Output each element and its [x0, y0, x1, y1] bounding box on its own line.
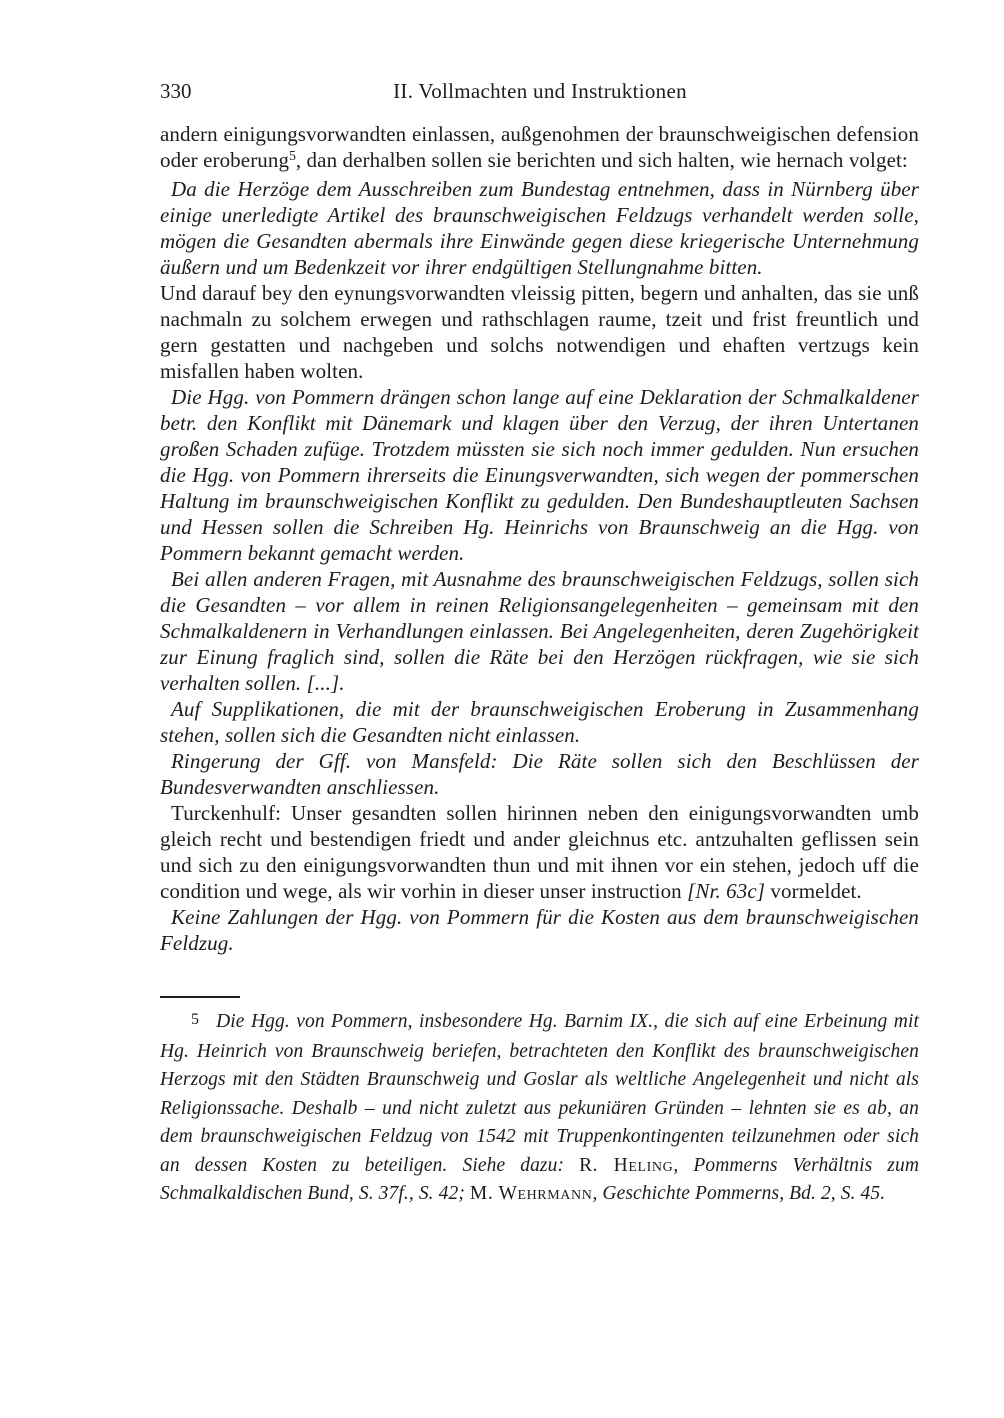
text-segment: Turckenhulf: Unser gesandten sollen hirinnen neben den einigungsvorwandten umb gleich recht und bestendigen friedt und ander gleichnus etc. antzuhalten geflissen sein und sich zu den einigungsvorwandten thun und mit ihnen vor ein stehen, jedoch uff die condition und wege, als wir vorhin in dieser unser instruction: [160, 801, 919, 903]
text-column: [160, 121, 919, 1209]
text-segment: Die Hgg. von Pommern drängen schon lange auf eine Deklaration der Schmalkaldener betr. den Konflikt mit Dänemark und klagen über den Verzug, der ihren Untertanen großen Schaden zufüge. Trotzdem müssten sie sich noch immer gedulden. Nun ersuchen die Hgg. von Pommern ihrerseits die Einungsverwandten, sich wegen der pommerschen Haltung im braunschweigischen Konflikt zu gedulden. Den Bundeshauptleuten Sachsen und Hessen sollen die Schreiben Hg. Heinrichs von Braunschweig an die Hgg. von Pommern bekannt gemacht werden.: [160, 385, 919, 565]
page-number: 330: [160, 79, 192, 103]
footnote-reference: 5: [289, 148, 296, 163]
text-segment: R. Heling: [579, 1154, 674, 1176]
body-paragraph: [160, 696, 919, 748]
text-segment: andern einigungsvorwandten einlassen, außgenohmen der braunschweigischen defension oder eroberung: [160, 122, 919, 172]
text-segment: , Pommerns Verhältnis zum Schmalkaldischen Bund, S. 37f., S. 42;: [160, 1154, 920, 1204]
running-header-title: II. Vollmachten und Instruktionen: [393, 79, 687, 103]
text-segment: Da die Herzöge dem Ausschreiben zum Bundestag entnehmen, dass in Nürnberg über einige unerledigte Artikel des braunschweigischen Feldzugs verhandelt werden solle, mögen die Gesandten abermals ihre Einwände gegen diese kriegerische Unternehmung äußern und um Bedenkzeit vor ihrer endgültigen Stellungnahme bitten.: [160, 177, 919, 279]
body-paragraph: [160, 800, 919, 904]
body-paragraph: [160, 176, 919, 280]
footnotes: [160, 1008, 919, 1209]
text-segment: Auf Supplikationen, die mit der braunschweigischen Eroberung in Zusammenhang stehen, sollen sich die Gesandten nicht einlassen.: [160, 697, 919, 747]
text-segment: Ringerung der Gff. von Mansfeld: Die Räte sollen sich den Beschlüssen der Bundesverwandten anschliessen.: [160, 749, 919, 799]
body-paragraph: [160, 280, 919, 384]
text-segment: [Nr. 63c]: [687, 879, 766, 903]
body-paragraph: [160, 121, 919, 176]
body-text: [160, 121, 919, 956]
text-segment: Und darauf bey den eynungsvorwandten vleissig pitten, begern und anhalten, das sie unß nachmaln zu solchem erwegen und rathschlagen raume, tzeit und frist freuntlich und gern gestatten und nachgeben und solchs notwendigen und ehaften vertzugs kein misfallen haben wolten.: [160, 281, 919, 383]
text-segment: vormeldet.: [765, 879, 862, 903]
running-header: [160, 78, 920, 106]
text-segment: Keine Zahlungen der Hgg. von Pommern für die Kosten aus dem braunschweigischen Feldzug.: [160, 905, 919, 955]
body-paragraph: [160, 748, 919, 800]
footnote-area: [160, 996, 919, 1209]
footnote-marker: 5: [191, 1011, 200, 1028]
body-paragraph: [160, 566, 919, 696]
text-segment: , dan derhalben sollen sie berichten und sich halten, wie hernach volget:: [295, 148, 908, 172]
footnote-separator-rule: [160, 996, 240, 998]
text-segment: Bei allen anderen Fragen, mit Ausnahme des braunschweigischen Feldzugs, sollen sich die Gesandten – vor allem in reinen Religionsangelegenheiten – gemeinsam mit den Schmalkaldenern in Verhandlungen einlassen. Bei Angelegenheiten, deren Zugehörigkeit zur Einung fraglich sind, sollen die Räte bei den Herzögen rückfragen, wie sie sich verhalten sollen. [...].: [160, 567, 919, 695]
text-segment: , Geschichte Pommerns, Bd. 2, S. 45.: [592, 1183, 886, 1204]
footnote: [160, 1008, 919, 1209]
body-paragraph: [160, 904, 919, 956]
text-segment: M. Wehrmann: [469, 1183, 593, 1204]
body-paragraph: [160, 384, 919, 566]
text-segment: Die Hgg. von Pommern, insbesondere Hg. Barnim IX., die sich auf eine Erbeinung mit Hg. Heinrich von Braunschweig beriefen, betrachteten den Konflikt des braunschweigischen Herzogs mit den Städten Braunschweig und Goslar als weltliche Angelegenheit und nicht als Religionssache. Deshalb – und nicht zuletzt aus pekuniären Gründen – lehnten sie es ab, an dem braunschweigischen Feldzug von 1542 mit Truppenkontingenten teilzunehmen oder sich an dessen Kosten zu beteiligen. Siehe dazu:: [160, 1011, 919, 1176]
